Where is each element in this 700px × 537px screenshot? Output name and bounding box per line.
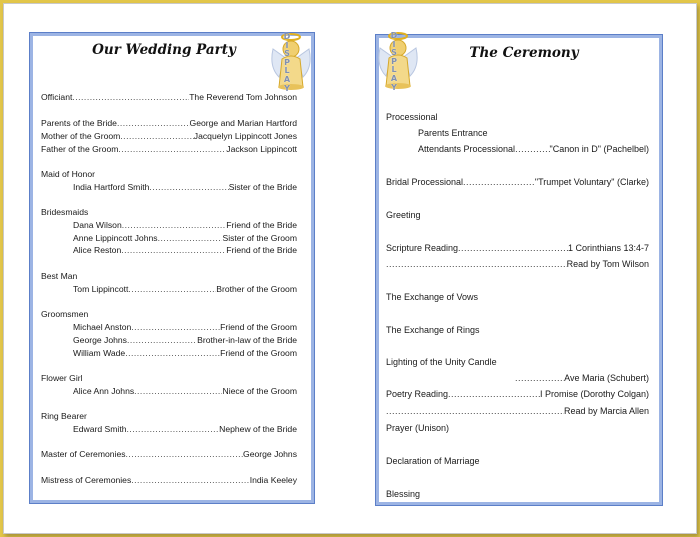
parents-entrance-label: Parents Entrance <box>418 128 488 138</box>
groomsman-row: Michael Anston ..... Friend of the Groom <box>73 322 297 333</box>
bridesmaid-row: Anne Lippincott Johns ..... Sister of the Groom <box>73 233 297 244</box>
bridal-row: Bridal Processional ..... "Trumpet Voluntary" (Clarke) <box>386 177 649 188</box>
mistress-row: Mistress of Ceremonies ..... India Keeley <box>41 475 297 486</box>
flower-heading: Flower Girl <box>41 373 83 383</box>
mother-groom-row: Mother of the Groom ..... Jacquelyn Lippincott Jones <box>41 131 297 142</box>
angel-badge <box>269 29 313 91</box>
scripture-row: Scripture Reading ..... 1 Corinthians 13:4-7 <box>386 243 649 254</box>
display-watermark: D I S P L A Y <box>390 31 398 92</box>
scripture-reader-row: ..... Read by Tom Wilson <box>386 259 649 270</box>
bestman-heading: Best Man <box>41 271 78 281</box>
processional-label: Processional <box>386 112 438 122</box>
rings-label: The Exchange of Rings <box>386 325 480 335</box>
ceremony-title: The Ceremony <box>469 45 579 61</box>
officiant-row: Officiant ..... The Reverend Tom Johnson <box>41 92 297 103</box>
declaration-label: Declaration of Marriage <box>386 456 480 466</box>
ring-row: Edward Smith ..... Nephew of the Bride <box>73 424 297 435</box>
display-watermark: D I S P L A Y <box>283 32 291 93</box>
attendants-row: Attendants Processional ..... "Canon in D" (Pachelbel) <box>418 144 649 155</box>
groomsmen-heading: Groomsmen <box>41 309 89 319</box>
groomsman-row: William Wade ..... Friend of the Groom <box>73 348 297 359</box>
wedding-party-title: Our Wedding Party <box>92 42 236 58</box>
ceremony-panel <box>376 31 662 505</box>
prayer-label: Prayer (Unison) <box>386 423 450 433</box>
bestman-row: Tom Lippincott ..... Brother of the Groom <box>73 284 297 295</box>
master-row: Master of Ceremonies ..... George Johns <box>41 449 297 460</box>
poetry-reader-row: ..... Read by Marcia Allen <box>386 406 649 417</box>
bridesmaids-heading: Bridesmaids <box>41 207 89 217</box>
greeting-label: Greeting <box>386 210 421 220</box>
maid-row: India Hartford Smith ..... Sister of the Bride <box>73 182 297 193</box>
bridesmaid-row: Dana Wilson ..... Friend of the Bride <box>73 220 297 231</box>
angel-badge <box>376 28 420 90</box>
wedding-party-panel <box>30 33 314 503</box>
ring-heading: Ring Bearer <box>41 411 87 421</box>
vows-label: The Exchange of Vows <box>386 292 479 302</box>
maid-heading: Maid of Honor <box>41 169 95 179</box>
blessing-label: Blessing <box>386 489 421 499</box>
program-sheet <box>3 3 697 534</box>
bridesmaid-row: Alice Reston ..... Friend of the Bride <box>73 245 297 256</box>
parents-bride-row: Parents of the Bride ..... George and Marian Hartford <box>41 118 297 129</box>
unity-music-row: ..... Ave Maria (Schubert) <box>515 373 649 384</box>
flower-row: Alice Ann Johns ..... Niece of the Groom <box>73 386 297 397</box>
poetry-row: Poetry Reading ..... I Promise (Dorothy Colgan) <box>386 389 649 400</box>
father-groom-row: Father of the Groom ..... Jackson Lippincott <box>41 144 297 155</box>
groomsman-row: George Johns ..... Brother-in-law of the Bride <box>73 335 297 346</box>
unity-label: Lighting of the Unity Candle <box>386 357 497 367</box>
